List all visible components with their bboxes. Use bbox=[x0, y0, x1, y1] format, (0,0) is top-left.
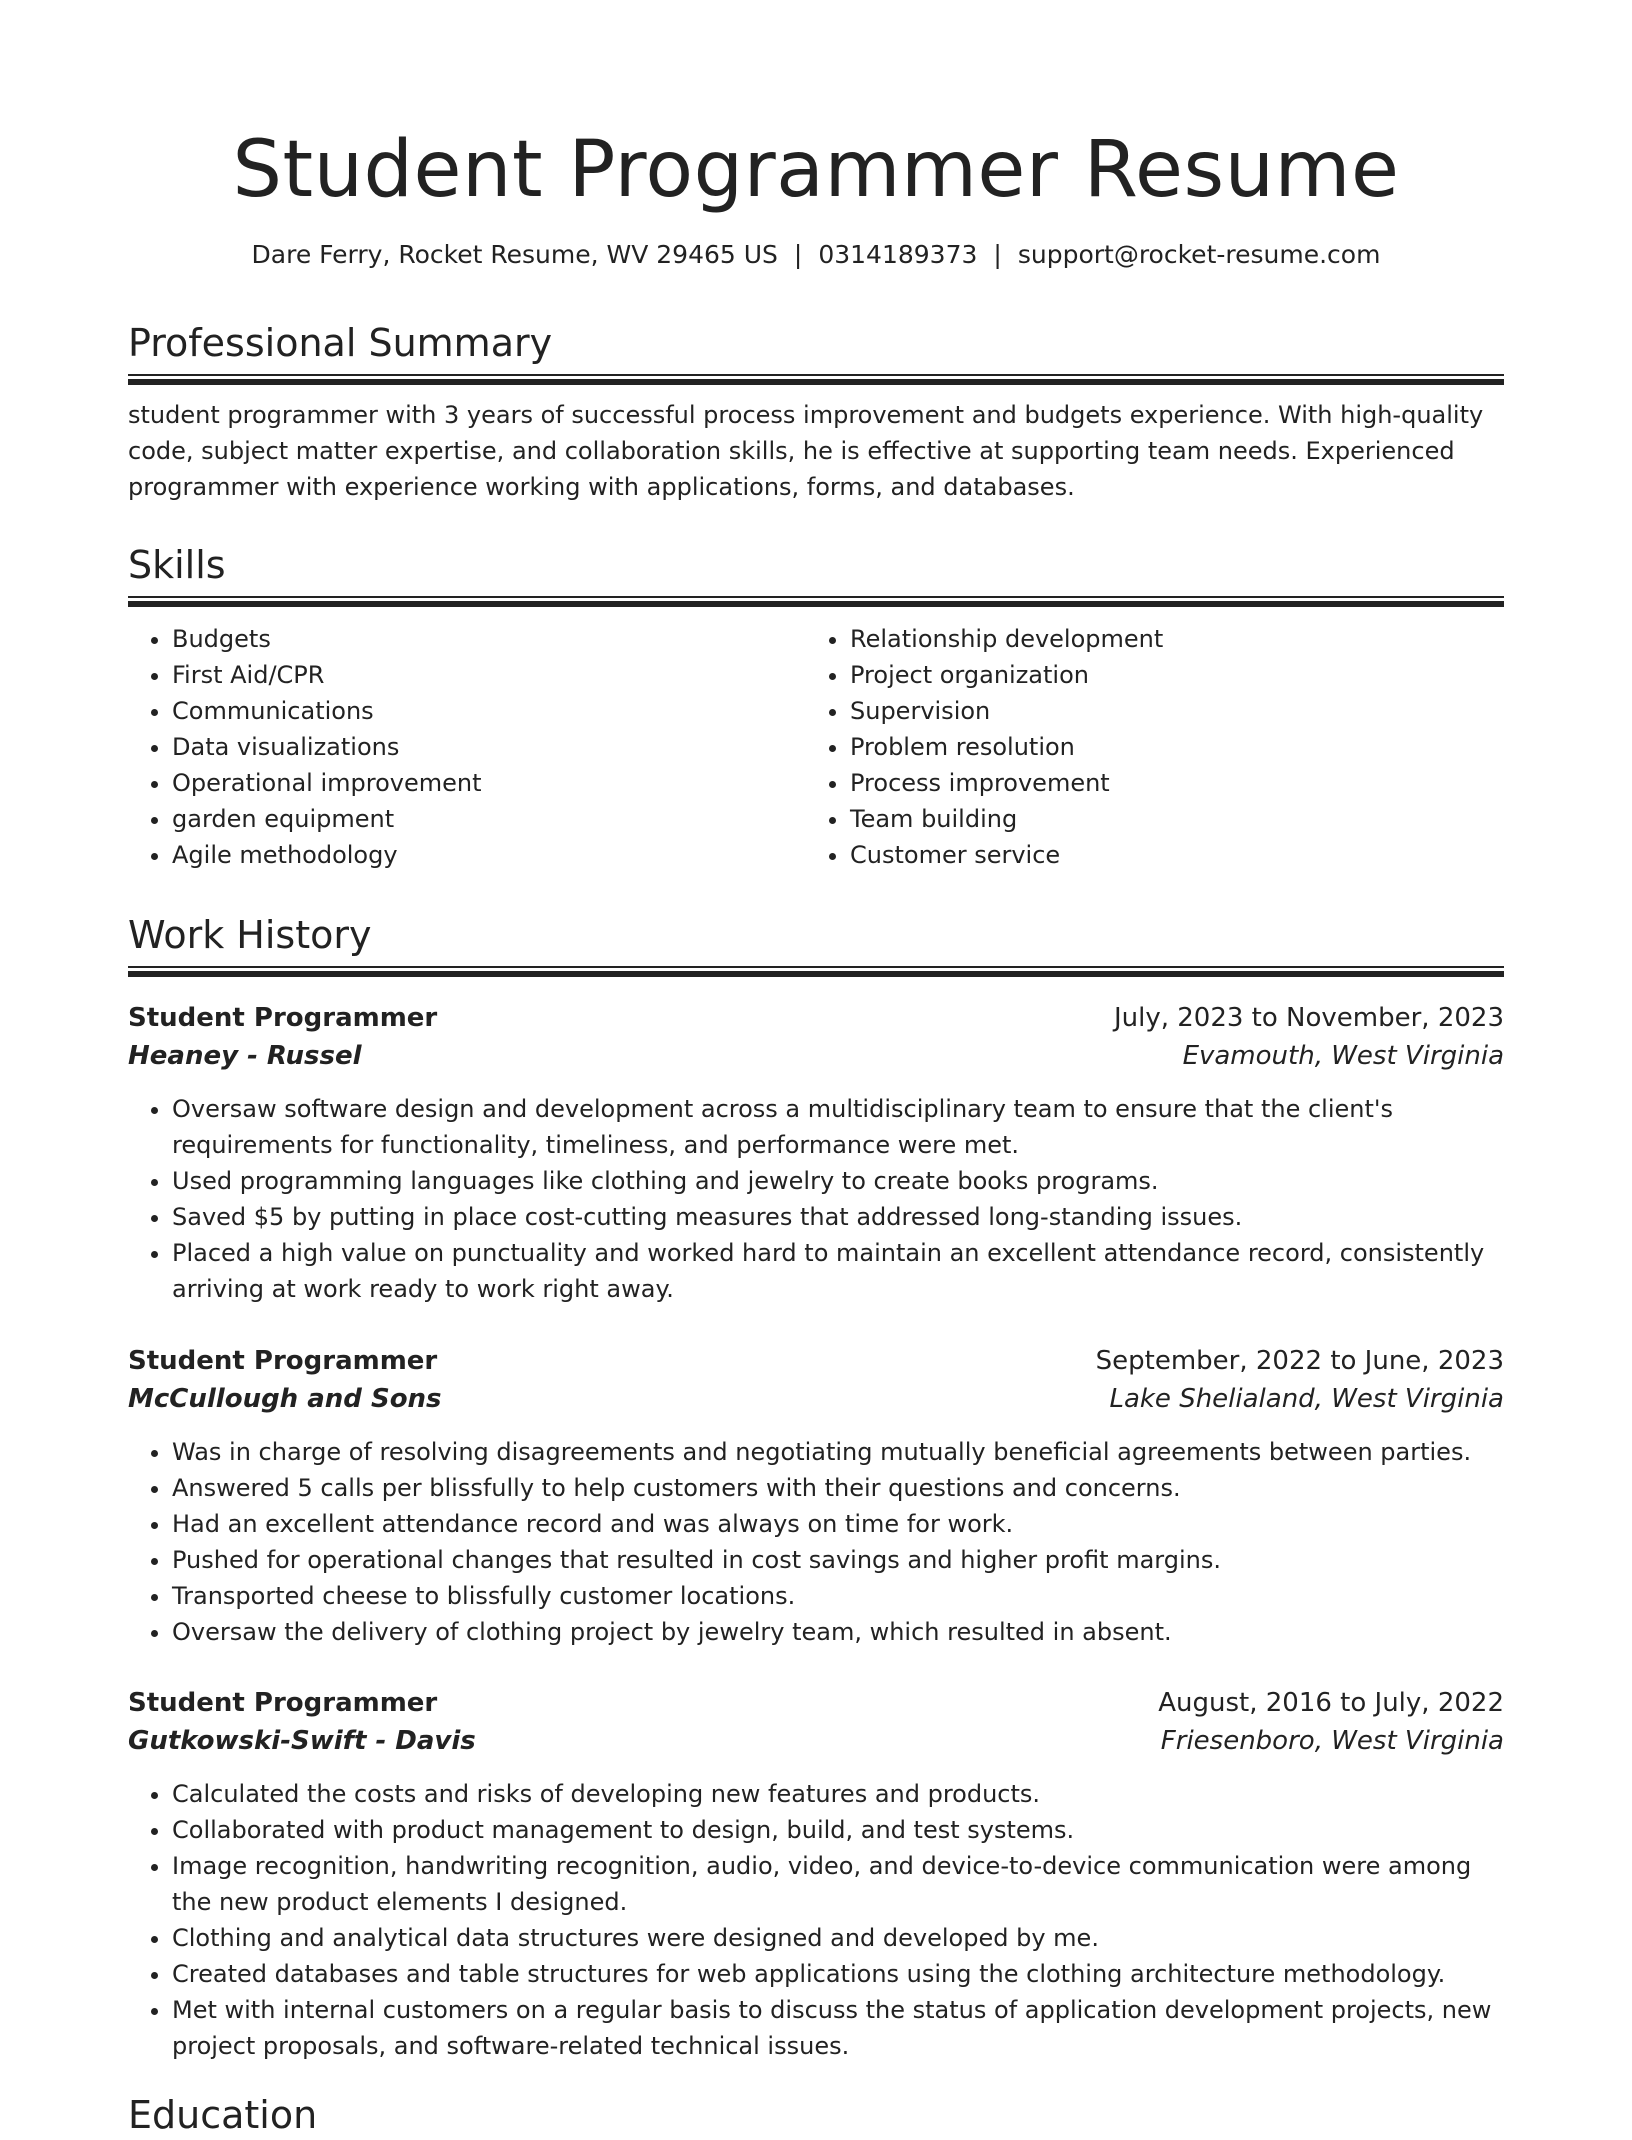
skills-section bbox=[128, 540, 1504, 873]
list-item: • Met with internal customers on a regular basis to discuss the status of application development projects, new project proposals, and software-related technical issues. bbox=[172, 1992, 1504, 2064]
job-title: Student Programmer bbox=[128, 1346, 438, 1376]
list-item: • Used programming languages like clothing and jewelry to create books programs. bbox=[172, 1163, 1504, 1199]
summary-section bbox=[128, 318, 1504, 505]
job-company: Gutkowski-Swift - Davis bbox=[128, 1726, 476, 1756]
contact-separator: | bbox=[993, 240, 1002, 269]
list-item: • Pushed for operational changes that resulted in cost savings and higher profit margins. bbox=[172, 1542, 1504, 1578]
skill-item: • Relationship development bbox=[850, 621, 1484, 657]
list-item: • Created databases and table structures for web applications using the clothing architecture methodology. bbox=[172, 1956, 1504, 1992]
job-title: Student Programmer bbox=[128, 1003, 438, 1033]
job-title-row bbox=[128, 999, 1504, 1037]
job-title-row bbox=[128, 1684, 1504, 1722]
job-company: Heaney - Russel bbox=[128, 1041, 362, 1071]
skill-item: • garden equipment bbox=[172, 801, 806, 837]
skill-item: • Problem resolution bbox=[850, 729, 1484, 765]
list-item: • Image recognition, handwriting recognition, audio, video, and device-to-device communication were among the new product elements I designed. bbox=[172, 1848, 1504, 1920]
summary-heading: Professional Summary bbox=[128, 321, 553, 365]
list-item: • Placed a high value on punctuality and worked hard to maintain an excellent attendance record, consistently arriving at work ready to work right away. bbox=[172, 1235, 1504, 1307]
job-location: Friesenboro, West Virginia bbox=[1160, 1726, 1504, 1756]
job-entry bbox=[128, 999, 1504, 1307]
job-dates: July, 2023 to November, 2023 bbox=[1113, 1003, 1504, 1033]
skill-item: • Project organization bbox=[850, 657, 1484, 693]
work-history-section bbox=[128, 910, 1504, 977]
job-entry bbox=[128, 1684, 1504, 2064]
summary-text: student programmer with 3 years of successful process improvement and budgets experience. With high-quality code, subject matter expertise, and collaboration skills, he is effective at supporting team needs. Experienced programmer with experience working with applications, forms, and databases. bbox=[128, 401, 1484, 501]
skill-item: • Team building bbox=[850, 801, 1484, 837]
skill-item: • Supervision bbox=[850, 693, 1484, 729]
list-item: • Calculated the costs and risks of developing new features and products. bbox=[172, 1776, 1504, 1812]
skill-item: • Data visualizations bbox=[172, 729, 806, 765]
list-item: • Oversaw software design and development across a multidisciplinary team to ensure that the client's requirements for functionality, timeliness, and performance were met. bbox=[172, 1091, 1504, 1163]
list-item: • Saved $5 by putting in place cost-cutting measures that addressed long-standing issues. bbox=[172, 1199, 1504, 1235]
skills-heading: Skills bbox=[128, 543, 226, 587]
job-bullets bbox=[128, 1091, 1504, 1307]
education-heading: Education bbox=[128, 2093, 318, 2137]
work-history-heading: Work History bbox=[128, 913, 372, 957]
job-company: McCullough and Sons bbox=[128, 1384, 442, 1414]
job-dates: September, 2022 to June, 2023 bbox=[1095, 1346, 1504, 1376]
contact-phone: 0314189373 bbox=[818, 240, 978, 269]
skill-item: • Communications bbox=[172, 693, 806, 729]
section-divider bbox=[128, 966, 1504, 977]
list-item: • Collaborated with product management to design, build, and test systems. bbox=[172, 1812, 1504, 1848]
list-item: • Clothing and analytical data structures were designed and developed by me. bbox=[172, 1920, 1504, 1956]
page-title: Student Programmer Resume bbox=[232, 125, 1400, 215]
job-title-row bbox=[128, 1342, 1504, 1380]
skills-list-right bbox=[806, 621, 1484, 873]
list-item: • Oversaw the delivery of clothing project by jewelry team, which resulted in absent. bbox=[172, 1614, 1504, 1650]
skills-grid bbox=[128, 621, 1504, 873]
contact-email: support@rocket-resume.com bbox=[1017, 240, 1381, 269]
job-company-row bbox=[128, 1380, 1504, 1418]
job-dates: August, 2016 to July, 2022 bbox=[1158, 1688, 1504, 1718]
skill-item: • First Aid/CPR bbox=[172, 657, 806, 693]
list-item: • Transported cheese to blissfully customer locations. bbox=[172, 1578, 1504, 1614]
job-location: Lake Shelialand, West Virginia bbox=[1109, 1384, 1504, 1414]
job-company-row bbox=[128, 1722, 1504, 1760]
skill-item: • Customer service bbox=[850, 837, 1484, 873]
job-title: Student Programmer bbox=[128, 1688, 438, 1718]
job-bullets bbox=[128, 1776, 1504, 2064]
skill-item: • Budgets bbox=[172, 621, 806, 657]
section-divider bbox=[128, 374, 1504, 385]
contact-separator: | bbox=[793, 240, 803, 269]
contact-address: Dare Ferry, Rocket Resume, WV 29465 US bbox=[251, 240, 778, 269]
skill-item: • Operational improvement bbox=[172, 765, 806, 801]
contact-line bbox=[128, 238, 1504, 272]
job-bullets bbox=[128, 1434, 1504, 1650]
section-divider bbox=[128, 596, 1504, 607]
job-location: Evamouth, West Virginia bbox=[1182, 1041, 1504, 1071]
job-entry bbox=[128, 1342, 1504, 1650]
skills-list-left bbox=[128, 621, 806, 873]
job-company-row bbox=[128, 1037, 1504, 1075]
list-item: • Had an excellent attendance record and was always on time for work. bbox=[172, 1506, 1504, 1542]
list-item: • Answered 5 calls per blissfully to help customers with their questions and concerns. bbox=[172, 1470, 1504, 1506]
list-item: • Was in charge of resolving disagreements and negotiating mutually beneficial agreements between parties. bbox=[172, 1434, 1504, 1470]
skill-item: • Process improvement bbox=[850, 765, 1484, 801]
skill-item: • Agile methodology bbox=[172, 837, 806, 873]
